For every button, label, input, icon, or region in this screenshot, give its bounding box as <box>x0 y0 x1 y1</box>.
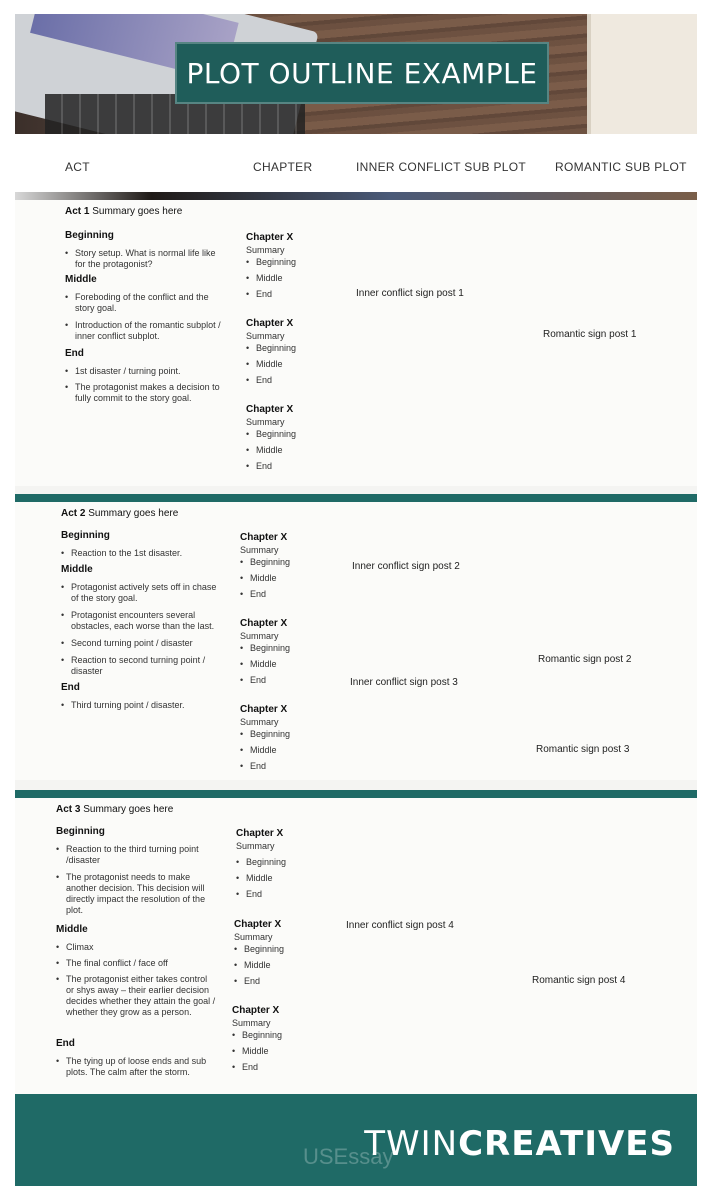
col-chapter: CHAPTER <box>253 160 313 174</box>
chapter-title: Chapter X <box>240 704 288 715</box>
list-item: • Middle <box>232 1046 269 1057</box>
inner-signpost: Inner conflict sign post 4 <box>346 920 454 931</box>
list-item: • Beginning <box>246 343 296 354</box>
list-item: • End <box>240 589 266 600</box>
act3-heading: Act 3 Summary goes here <box>56 804 174 815</box>
inner-signpost: Inner conflict sign post 1 <box>356 288 464 299</box>
chapter-title: Chapter X <box>236 828 284 839</box>
chapter-summary: Summary <box>246 417 285 427</box>
romantic-signpost: Romantic sign post 4 <box>532 975 626 986</box>
act-divider <box>15 494 697 502</box>
romantic-signpost: Romantic sign post 2 <box>538 654 632 665</box>
cup-image <box>587 14 697 134</box>
list-item: • End <box>246 289 272 300</box>
list-item: • The protagonist makes a decision to fully commit to the story goal. <box>65 382 225 404</box>
list-item: • Middle <box>234 960 271 971</box>
list-item: • The protagonist either takes control or shys away – their earlier decision decides whether they attain the goal / whether they grow as a person. <box>56 974 216 1018</box>
act1-middle-heading: Middle <box>65 274 97 285</box>
list-item: • Beginning <box>240 557 290 568</box>
inner-signpost: Inner conflict sign post 2 <box>352 561 460 572</box>
list-item: • End <box>240 675 266 686</box>
list-item: • Middle <box>246 359 283 370</box>
inner-signpost: Inner conflict sign post 3 <box>350 677 458 688</box>
list-item: • Beginning <box>240 643 290 654</box>
list-item: • Reaction to the 1st disaster. <box>61 548 221 559</box>
list-item: • Beginning <box>246 429 296 440</box>
list-item: • The tying up of loose ends and sub plots. The calm after the storm. <box>56 1056 216 1078</box>
list-item: • Middle <box>240 745 277 756</box>
act1-heading: Act 1 Summary goes here <box>65 206 183 217</box>
chapter-summary: Summary <box>240 545 279 555</box>
chapter-summary: Summary <box>240 717 279 727</box>
title-banner <box>175 42 549 104</box>
act-divider <box>15 790 697 798</box>
chapter-summary: Summary <box>232 1018 271 1028</box>
list-item: • End <box>246 375 272 386</box>
list-item: • Third turning point / disaster. <box>61 700 221 711</box>
plot-outline-page <box>15 14 697 1186</box>
act2-beginning-heading: Beginning <box>61 530 110 541</box>
chapter-summary: Summary <box>234 932 273 942</box>
romantic-signpost: Romantic sign post 3 <box>536 744 630 755</box>
list-item: • The final conflict / face off <box>56 958 216 969</box>
page-title: PLOT OUTLINE EXAMPLE <box>186 56 538 90</box>
act2-end-heading: End <box>61 682 80 693</box>
list-item: • Middle <box>246 273 283 284</box>
list-item: • Story setup. What is normal life like for the protagonist? <box>65 248 225 270</box>
chapter-summary: Summary <box>240 631 279 641</box>
act1-end-heading: End <box>65 348 84 359</box>
brand-logo: TWINCREATIVES <box>364 1124 675 1164</box>
act2-section <box>15 502 697 780</box>
list-item: • The protagonist needs to make another decision. This decision will directly impact the resolution of the plot. <box>56 872 216 916</box>
list-item: • Middle <box>240 659 277 670</box>
act1-beginning-heading: Beginning <box>65 230 114 241</box>
chapter-title: Chapter X <box>240 618 288 629</box>
col-act: ACT <box>65 160 90 174</box>
list-item: • Protagonist actively sets off in chase of the story goal. <box>61 582 221 604</box>
watermark: USEssay <box>303 1144 394 1169</box>
list-item: • Beginning <box>234 944 284 955</box>
act3-beginning-heading: Beginning <box>56 826 105 837</box>
col-romantic: ROMANTIC SUB PLOT <box>555 160 687 174</box>
footer-banner <box>15 1094 697 1186</box>
chapter-title: Chapter X <box>246 232 294 243</box>
list-item: • Middle <box>236 873 273 884</box>
column-header-row <box>15 134 697 192</box>
chapter-title: Chapter X <box>246 318 294 329</box>
list-item: • Middle <box>246 445 283 456</box>
list-item: • Beginning <box>236 857 286 868</box>
chapter-title: Chapter X <box>246 404 294 415</box>
list-item: • End <box>234 976 260 987</box>
list-item: • Beginning <box>232 1030 282 1041</box>
list-item: • Beginning <box>246 257 296 268</box>
list-item: • Foreboding of the conflict and the story goal. <box>65 292 225 314</box>
list-item: • Middle <box>240 573 277 584</box>
act3-middle-heading: Middle <box>56 924 88 935</box>
romantic-signpost: Romantic sign post 1 <box>543 329 637 340</box>
list-item: • Reaction to the third turning point /disaster <box>56 844 216 866</box>
list-item: • End <box>246 461 272 472</box>
chapter-summary: Summary <box>246 331 285 341</box>
chapter-title: Chapter X <box>234 919 282 930</box>
chapter-summary: Summary <box>236 841 275 851</box>
list-item: • End <box>232 1062 258 1073</box>
list-item: • Introduction of the romantic subplot / inner conflict subplot. <box>65 320 225 342</box>
chapter-title: Chapter X <box>232 1005 280 1016</box>
list-item: • End <box>240 761 266 772</box>
list-item: • End <box>236 889 262 900</box>
act2-heading: Act 2 Summary goes here <box>61 508 179 519</box>
col-inner: INNER CONFLICT SUB PLOT <box>356 160 527 174</box>
chapter-summary: Summary <box>246 245 285 255</box>
list-item: • Beginning <box>240 729 290 740</box>
act1-section <box>15 200 697 486</box>
list-item: • Second turning point / disaster <box>61 638 221 649</box>
chapter-title: Chapter X <box>240 532 288 543</box>
act2-middle-heading: Middle <box>61 564 93 575</box>
list-item: • Reaction to second turning point / disaster <box>61 655 221 677</box>
act3-section <box>15 798 697 1094</box>
list-item: • Protagonist encounters several obstacles, each worse than the last. <box>61 610 221 632</box>
list-item: • 1st disaster / turning point. <box>65 366 225 377</box>
act3-end-heading: End <box>56 1038 75 1049</box>
list-item: • Climax <box>56 942 216 953</box>
